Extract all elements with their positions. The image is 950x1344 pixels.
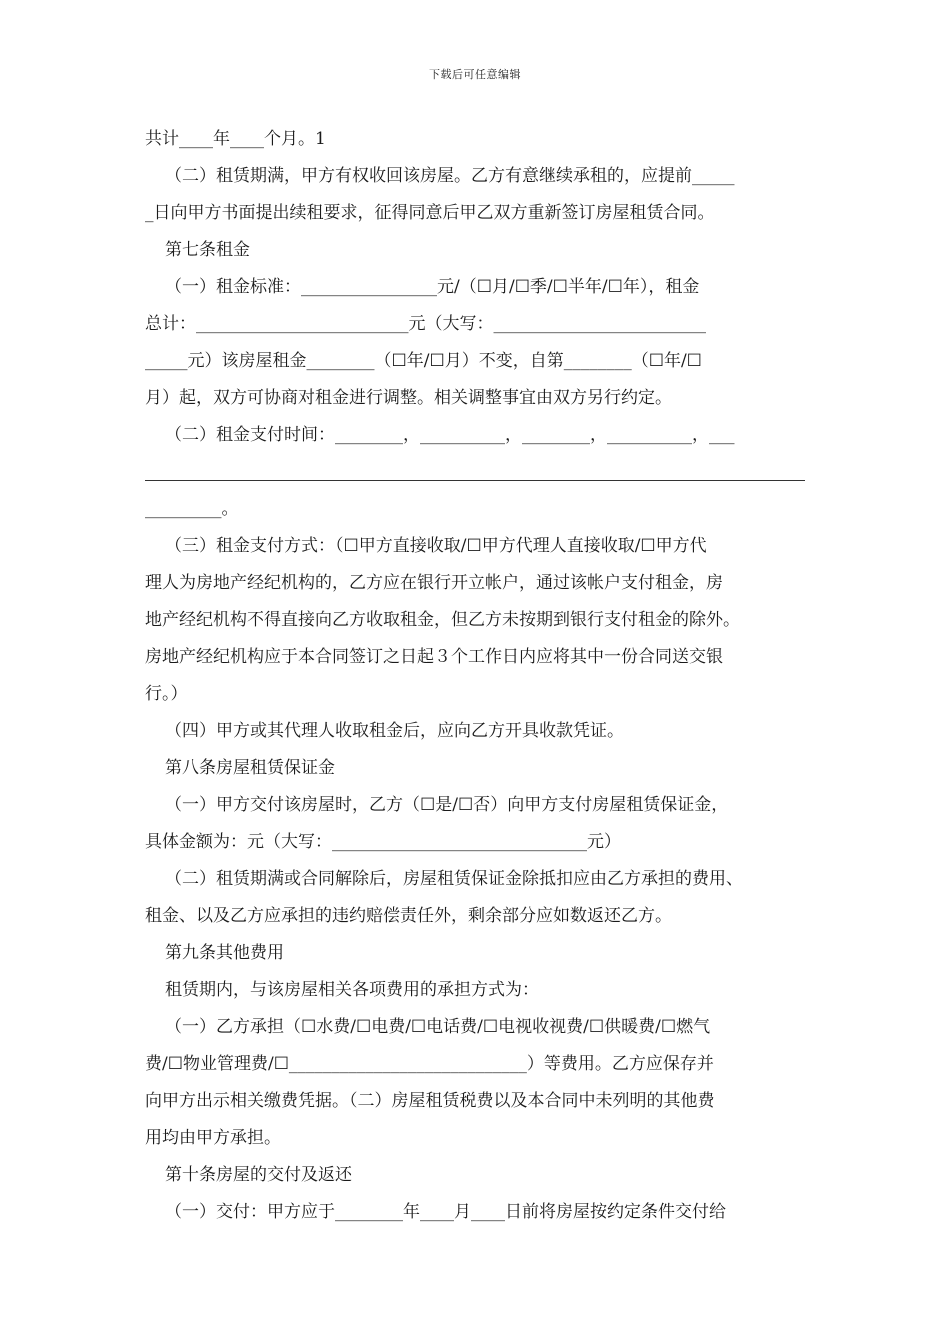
contract-line: _日向甲方书面提出续租要求，征得同意后甲乙双方重新签订房屋租赁合同。 xyxy=(145,203,715,223)
contract-line: 地产经纪机构不得直接向乙方收取租金，但乙方未按期到银行支付租金的除外。 xyxy=(145,610,740,630)
contract-body xyxy=(145,121,810,1231)
contract-line: 用均由甲方承担。 xyxy=(145,1128,281,1148)
contract-line: （二）租金支付时间：________，__________，________，__________，___ xyxy=(165,425,735,445)
contract-line: （一）乙方承担（☐水费/☐电费/☐电话费/☐电视收视费/☐供暖费/☐燃气 xyxy=(165,1017,711,1037)
contract-line: 共计____年____个月。1 xyxy=(145,129,326,149)
contract-line: （二）租赁期满或合同解除后，房屋租赁保证金除抵扣应由乙方承担的费用、 xyxy=(165,869,743,889)
contract-line: 理人为房地产经纪机构的，乙方应在银行开立帐户，通过该帐户支付租金，房 xyxy=(145,573,723,593)
contract-line: 第七条租金 xyxy=(165,240,250,260)
contract-line: （一）交付：甲方应于________年____月____日前将房屋按约定条件交付给 xyxy=(165,1202,726,1222)
contract-line: 第八条房屋租赁保证金 xyxy=(165,758,335,778)
contract-line: 向甲方出示相关缴费凭据。（二）房屋租赁税费以及本合同中未列明的其他费 xyxy=(145,1091,715,1111)
blank-fill-line xyxy=(145,454,810,491)
underline-rule xyxy=(145,480,805,481)
page-header: 下载后可任意编辑 xyxy=(429,68,521,81)
contract-line: （四）甲方或其代理人收取租金后，应向乙方开具收款凭证。 xyxy=(165,721,624,741)
contract-line: 房地产经纪机构应于本合同签订之日起３个工作日内应将其中一份合同送交银 xyxy=(145,647,723,667)
contract-line: （三）租金支付方式：（☐甲方直接收取/☐甲方代理人直接收取/☐甲方代 xyxy=(165,536,707,556)
contract-line: 总计：_________________________元（大写：_________________________ xyxy=(145,314,706,334)
contract-line: 租赁期内，与该房屋相关各项费用的承担方式为： xyxy=(165,980,539,1000)
contract-line: 第九条其他费用 xyxy=(165,943,284,963)
contract-line: （一）甲方交付该房屋时，乙方（☐是/☐否）向甲方支付房屋租赁保证金， xyxy=(165,795,729,815)
contract-line: _________。 xyxy=(145,499,239,519)
contract-line: 费/☐物业管理费/☐____________________________）等费用。乙方应保存并 xyxy=(145,1054,714,1074)
contract-line: 月）起，双方可协商对租金进行调整。相关调整事宜由双方另行约定。 xyxy=(145,388,672,408)
contract-line: （二）租赁期满，甲方有权收回该房屋。乙方有意继续承租的，应提前_____ xyxy=(165,166,735,186)
contract-line: 具体金额为：元（大写：______________________________元） xyxy=(145,832,621,852)
contract-line: 租金、以及乙方应承担的违约赔偿责任外，剩余部分应如数返还乙方。 xyxy=(145,906,672,926)
contract-line: 第十条房屋的交付及返还 xyxy=(165,1165,352,1185)
contract-line: （一）租金标准：________________元/（☐月/☐季/☐半年/☐年），租金 xyxy=(165,277,700,297)
contract-line: 行。） xyxy=(145,684,188,704)
contract-line: _____元）该房屋租金________（☐年/☐月）不变，自第________（☐年/☐ xyxy=(145,351,702,371)
